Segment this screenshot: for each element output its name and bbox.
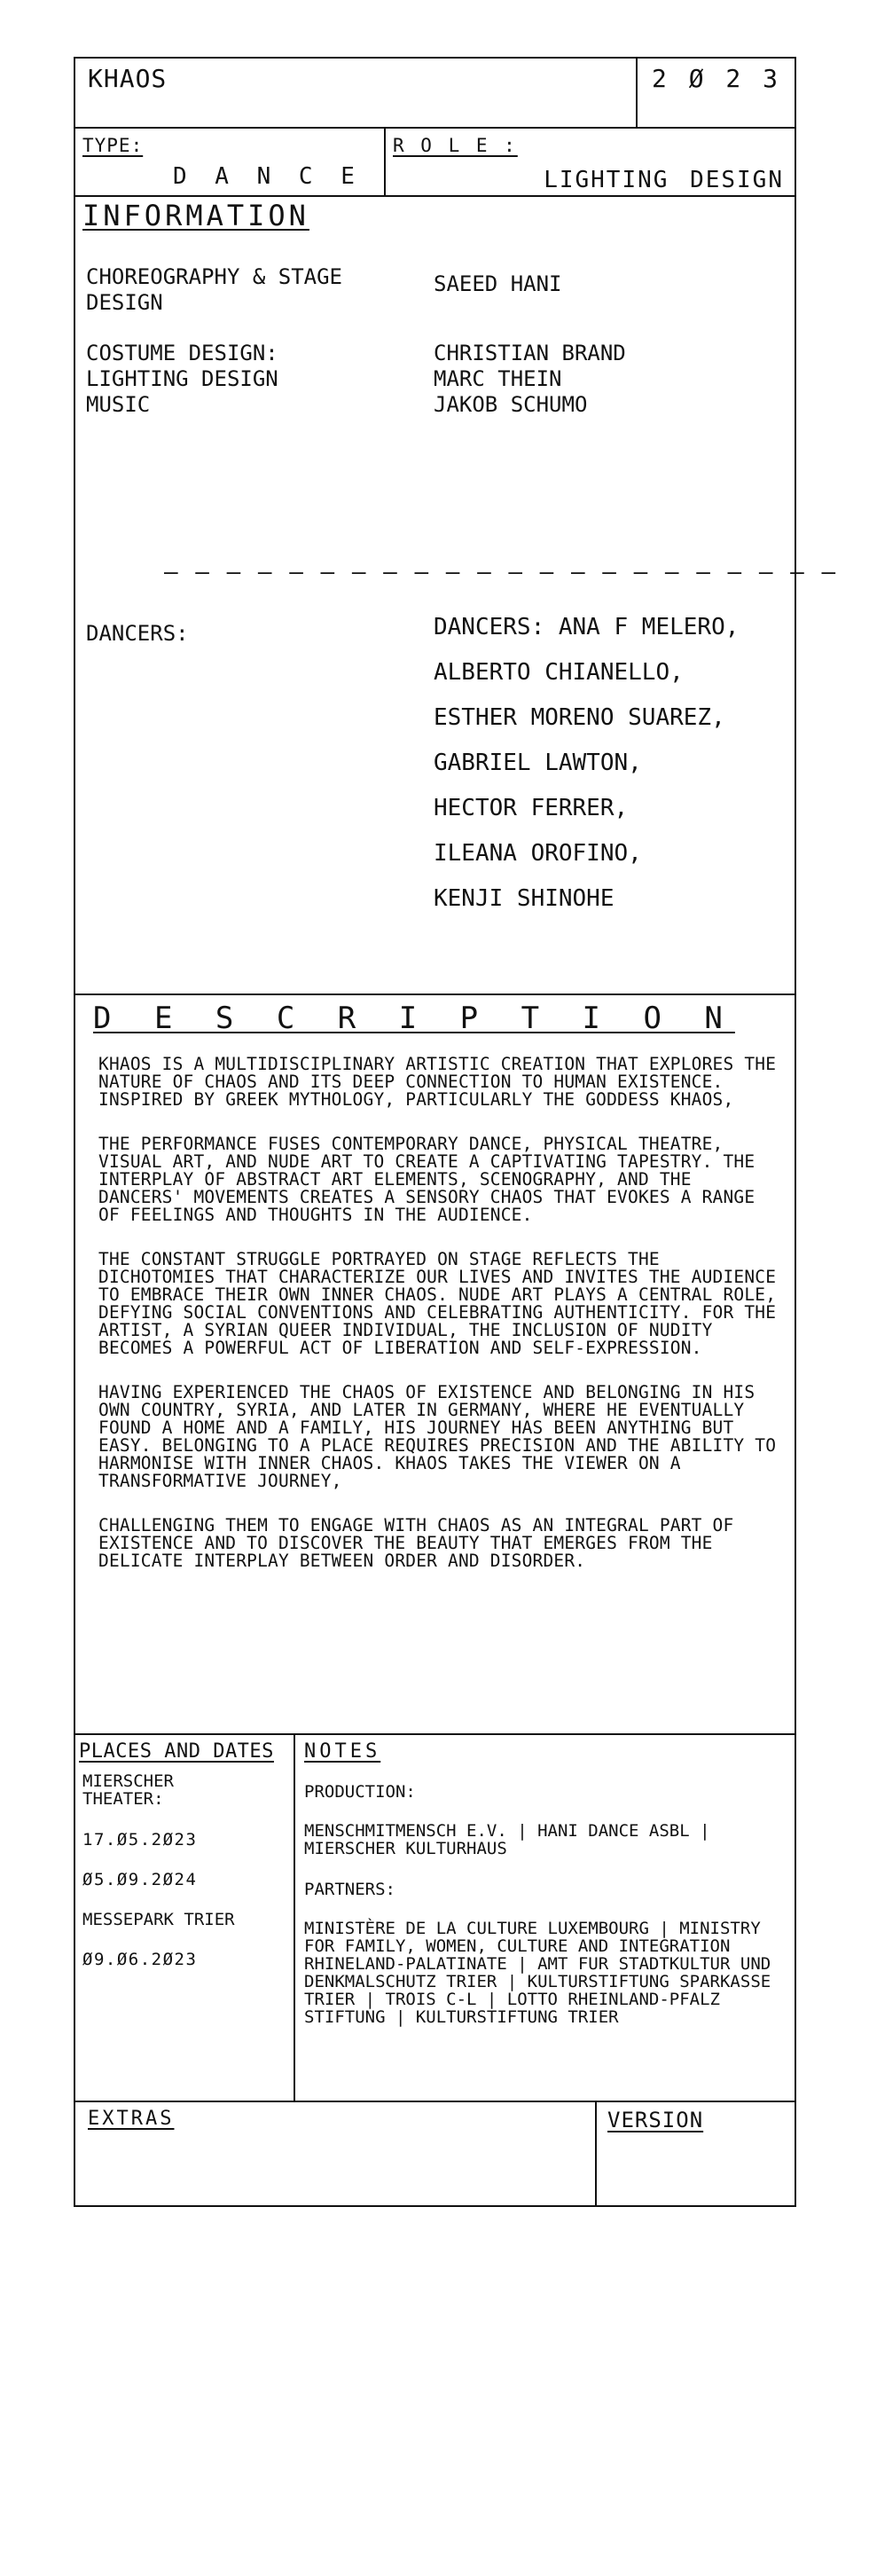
credit-label-1: CHOREOGRAPHY & STAGE DESIGN <box>86 264 342 315</box>
production-value: MENSCHMITMENSCH E.V. | HANI DANCE ASBL | MIERSCHER KULTURHAUS <box>304 1821 710 1858</box>
role-value: LIGHTING DESIGN <box>544 167 784 193</box>
dancer-name: HECTOR FERRER, <box>434 795 629 821</box>
project-title: KHAOS <box>88 64 168 93</box>
notes-bottom <box>75 2101 795 2102</box>
type-value: D A N C E <box>173 163 362 190</box>
type-role-divider <box>384 127 386 195</box>
credit-value-1: SAEED HANI <box>434 271 562 296</box>
form-sheet <box>74 57 838 2207</box>
description-body <box>98 1056 781 1597</box>
description-paragraph: THE PERFORMANCE FUSES CONTEMPORARY DANCE, PHYSICAL THEATRE, VISUAL ART, AND NUDE ART TO CREATE A CAPTIVATING TAPESTRY. THE INTERPLAY OF ABSTRACT ART ELEMENTS, SCENOGRAPHY, AND THE DANCERS' MOVEMENTS CREATES A SENSORY CHAOS THAT EVOKES A RANGE OF FEELINGS AND THOUGHTS IN THE AUDIENCE. <box>98 1134 755 1225</box>
credit-value-2: CHRISTIAN BRAND MARC THEIN JAKOB SCHUMO <box>434 341 626 417</box>
section-divider-dashes: — — — — — — — — — — — — — — — — — — — — — — <box>164 559 838 585</box>
description-paragraph: CHALLENGING THEM TO ENGAGE WITH CHAOS AS AN INTEGRAL PART OF EXISTENCE AND TO DISCOVER THE BEAUTY THAT EMERGES FROM THE DELICATE INTERPLAY BETWEEN ORDER AND DISORDER. <box>98 1515 734 1571</box>
credit-label-2: COSTUME DESIGN: LIGHTING DESIGN MUSIC <box>86 341 278 417</box>
place-date: Ø9.Ø6.2Ø23 <box>82 1950 198 1969</box>
version-label: VERSION <box>607 2108 704 2132</box>
dancer-name: ILEANA OROFINO, <box>434 840 642 867</box>
description-paragraph: HAVING EXPERIENCED THE CHAOS OF EXISTENCE AND BELONGING IN HIS OWN COUNTRY, SYRIA, AND LATER IN GERMANY, WHERE HE EVENTUALLY FOUND A HOME AND A FAMILY, HIS JOURNEY HAS BEEN ANYTHING BUT EASY. BELONGING TO A PLACE REQUIRES PRECISION AND THE ABILITY TO HARMONISE WITH INNER CHAOS. KHAOS TAKES THE VIEWER ON A TRANSFORMATIVE JOURNEY, <box>98 1382 777 1491</box>
place-date: 17.Ø5.2Ø23 <box>82 1830 198 1850</box>
production-label: PRODUCTION: <box>304 1782 416 1802</box>
place-name: MESSEPARK TRIER <box>82 1910 235 1929</box>
type-label: TYPE: <box>82 135 144 156</box>
role-label: R O L E : <box>393 135 518 156</box>
dancers-label: DANCERS: <box>86 621 189 646</box>
header-divider <box>75 127 795 129</box>
year-divider <box>636 59 638 127</box>
dancers-list <box>434 605 739 922</box>
places-list <box>82 1772 235 1968</box>
description-heading: D E S C R I P T I O N <box>93 1001 735 1036</box>
extras-label: EXTRAS <box>88 2108 175 2130</box>
description-paragraph: KHAOS IS A MULTIDISCIPLINARY ARTISTIC CREATION THAT EXPLORES THE NATURE OF CHAOS AND ITS DEEP CONNECTION TO HUMAN EXISTENCE. INSPIRED BY GREEK MYTHOLOGY, PARTICULARLY THE GODDESS KHAOS, <box>98 1054 777 1110</box>
partners-label: PARTNERS: <box>304 1880 395 1899</box>
partners-value: MINISTÈRE DE LA CULTURE LUXEMBOURG | MINISTRY FOR FAMILY, WOMEN, CULTURE AND INTEGRATION RHINELAND-PALATINATE | AMT FUR STADTKULTUR UND DENKMALSCHUTZ TRIER | KULTURSTIFTUNG SPARKASSE TRIER | TROIS C-L | LOTTO RHEINLAND-PFALZ STIFTUNG | KULTURSTIFTUNG TRIER <box>304 1919 771 2027</box>
dancer-name: GABRIEL LAWTON, <box>434 750 642 776</box>
project-year: 2 Ø 2 3 <box>652 64 782 93</box>
type-role-bottom <box>75 195 795 197</box>
description-bottom <box>75 1733 795 1735</box>
dancer-name: DANCERS: ANA F MELERO, <box>434 614 740 640</box>
notes-heading: NOTES <box>304 1740 381 1763</box>
dancer-name: ALBERTO CHIANELLO, <box>434 659 684 686</box>
extras-version-divider <box>595 2101 597 2207</box>
dancer-name: ESTHER MORENO SUAREZ, <box>434 704 725 731</box>
places-notes-divider <box>294 1733 295 2101</box>
place-date: Ø5.Ø9.2Ø24 <box>82 1870 198 1889</box>
place-name: MIERSCHER THEATER: <box>82 1771 174 1809</box>
information-bottom <box>75 993 795 995</box>
dancer-name: KENJI SHINOHE <box>434 885 615 912</box>
places-heading: PLACES AND DATES <box>79 1740 274 1763</box>
information-heading: INFORMATION <box>82 199 309 232</box>
description-paragraph: THE CONSTANT STRUGGLE PORTRAYED ON STAGE REFLECTS THE DICHOTOMIES THAT CHARACTERIZE OUR LIVES AND INVITES THE AUDIENCE TO EMBRACE THEIR OWN INNER CHAOS. NUDE ART PLAYS A CENTRAL ROLE, DEFYING SOCIAL CONVENTIONS AND CELEBRATING AUTHENTICITY. FOR THE ARTIST, A SYRIAN QUEER INDIVIDUAL, THE INCLUSION OF NUDITY BECOMES A POWERFUL ACT OF LIBERATION AND SELF-EXPRESSION. <box>98 1249 777 1358</box>
